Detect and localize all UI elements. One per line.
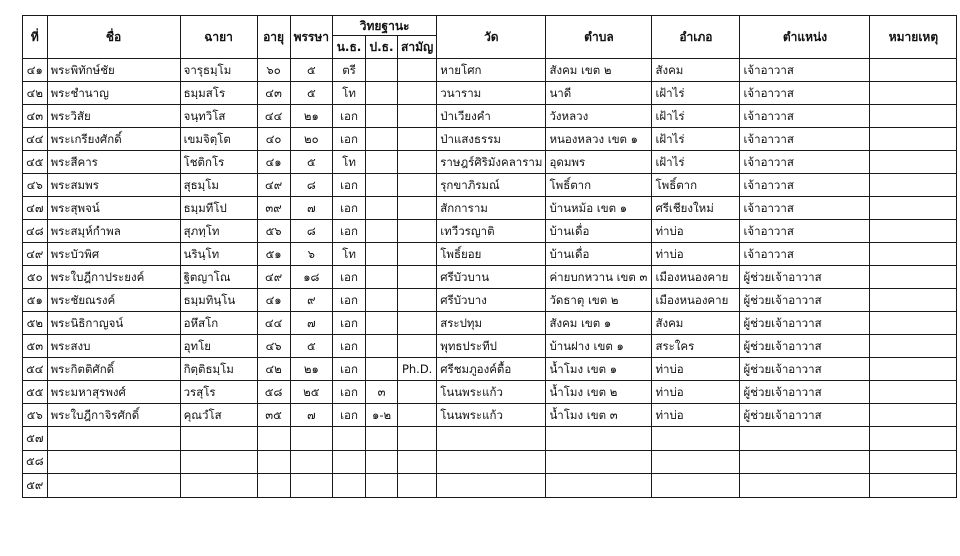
cell-district <box>652 474 740 498</box>
cell-temple: เทวีวรญาติ <box>437 220 546 243</box>
monk-registry-sheet <box>22 15 957 498</box>
cell-position: ผู้ช่วยเจ้าอาวาส <box>740 404 870 427</box>
header-district: อำเภอ <box>652 16 740 59</box>
table-row <box>23 358 957 381</box>
cell-age: ๔๓ <box>257 82 290 105</box>
cell-remark <box>870 427 957 451</box>
cell-district: สังคม <box>652 59 740 82</box>
cell-subdistrict: บ้านเดื่อ <box>546 220 652 243</box>
cell-subdistrict: บ้านฝาง เขต ๑ <box>546 335 652 358</box>
cell-pt <box>366 289 398 312</box>
cell-subdistrict: น้ำโมง เขต ๒ <box>546 381 652 404</box>
cell-vassa: ๕ <box>290 151 332 174</box>
cell-position <box>740 427 870 451</box>
cell-secular <box>398 427 437 451</box>
cell-no: ๕๖ <box>23 404 48 427</box>
cell-name: พระบัวพิศ <box>47 243 180 266</box>
cell-name: พระสุพจน์ <box>47 197 180 220</box>
cell-name: พระเกรียงศักดิ์ <box>47 128 180 151</box>
cell-alias: คุณวํโส <box>180 404 257 427</box>
cell-temple: ราษฎร์ศิริมังคลาราม <box>437 151 546 174</box>
cell-position: เจ้าอาวาส <box>740 220 870 243</box>
cell-subdistrict: บ้านเดื่อ <box>546 243 652 266</box>
cell-temple: ป่าเวียงคำ <box>437 105 546 128</box>
table-row <box>23 128 957 151</box>
cell-subdistrict: น้ำโมง เขต ๓ <box>546 404 652 427</box>
cell-alias: ธมฺมทีโป <box>180 197 257 220</box>
cell-no: ๕๙ <box>23 474 48 498</box>
cell-alias: วรสุโร <box>180 381 257 404</box>
cell-nt <box>333 427 366 451</box>
cell-district: เมืองหนองคาย <box>652 289 740 312</box>
cell-vassa <box>290 450 332 474</box>
cell-temple: ศรีบัวบาง <box>437 289 546 312</box>
cell-district: ท่าบ่อ <box>652 220 740 243</box>
cell-nt: เอก <box>333 266 366 289</box>
cell-nt: เอก <box>333 197 366 220</box>
cell-secular <box>398 59 437 82</box>
cell-district: เมืองหนองคาย <box>652 266 740 289</box>
cell-district: สระใคร <box>652 335 740 358</box>
cell-no: ๔๗ <box>23 197 48 220</box>
cell-secular <box>398 289 437 312</box>
cell-nt: เอก <box>333 128 366 151</box>
cell-age <box>257 450 290 474</box>
cell-name: พระสงบ <box>47 335 180 358</box>
cell-no: ๕๓ <box>23 335 48 358</box>
header-vassa: พรรษา <box>290 16 332 59</box>
table-row-empty <box>23 427 957 451</box>
cell-nt: เอก <box>333 358 366 381</box>
cell-position: เจ้าอาวาส <box>740 59 870 82</box>
cell-vassa: ๘ <box>290 220 332 243</box>
cell-alias: จารุธมฺโม <box>180 59 257 82</box>
cell-subdistrict <box>546 450 652 474</box>
cell-subdistrict: วัดธาตุ เขต ๒ <box>546 289 652 312</box>
cell-alias: ฐิตญาโณ <box>180 266 257 289</box>
cell-vassa: ๗ <box>290 404 332 427</box>
cell-secular <box>398 474 437 498</box>
cell-age: ๕๘ <box>257 381 290 404</box>
cell-temple <box>437 427 546 451</box>
cell-alias: อุทโย <box>180 335 257 358</box>
cell-vassa: ๘ <box>290 174 332 197</box>
cell-alias: นรินฺโท <box>180 243 257 266</box>
cell-age: ๔๙ <box>257 266 290 289</box>
cell-age: ๔๙ <box>257 174 290 197</box>
cell-remark <box>870 82 957 105</box>
cell-pt <box>366 266 398 289</box>
cell-temple: พุทธประทีป <box>437 335 546 358</box>
cell-secular <box>398 174 437 197</box>
cell-alias: สุธมฺโม <box>180 174 257 197</box>
cell-nt <box>333 450 366 474</box>
header-pt: ป.ธ. <box>366 36 398 59</box>
table-row <box>23 105 957 128</box>
cell-remark <box>870 381 957 404</box>
cell-vassa: ๑๘ <box>290 266 332 289</box>
cell-district: เฝ้าไร่ <box>652 82 740 105</box>
cell-alias: ธมฺมทินฺโน <box>180 289 257 312</box>
cell-pt <box>366 82 398 105</box>
header-name: ชื่อ <box>47 16 180 59</box>
table-row <box>23 59 957 82</box>
cell-pt: ๑-๒ <box>366 404 398 427</box>
cell-no: ๕๕ <box>23 381 48 404</box>
cell-pt <box>366 474 398 498</box>
header-academic: วิทยฐานะ <box>333 16 437 36</box>
cell-pt <box>366 220 398 243</box>
cell-pt <box>366 174 398 197</box>
cell-subdistrict <box>546 474 652 498</box>
cell-no: ๕๑ <box>23 289 48 312</box>
cell-age: ๔๑ <box>257 289 290 312</box>
cell-nt: เอก <box>333 105 366 128</box>
cell-pt <box>366 151 398 174</box>
cell-subdistrict: โพธิ์ตาก <box>546 174 652 197</box>
cell-remark <box>870 266 957 289</box>
cell-district: ท่าบ่อ <box>652 404 740 427</box>
cell-subdistrict: น้ำโมง เขต ๑ <box>546 358 652 381</box>
cell-temple: โนนพระแก้ว <box>437 404 546 427</box>
cell-position: เจ้าอาวาส <box>740 197 870 220</box>
cell-vassa: ๒๑ <box>290 358 332 381</box>
table-row <box>23 174 957 197</box>
cell-name: พระนิธิกาญจน์ <box>47 312 180 335</box>
cell-secular <box>398 266 437 289</box>
cell-age: ๓๙ <box>257 197 290 220</box>
cell-remark <box>870 105 957 128</box>
cell-secular <box>398 82 437 105</box>
cell-age: ๔๒ <box>257 358 290 381</box>
cell-subdistrict: สังคม เขต ๑ <box>546 312 652 335</box>
cell-remark <box>870 243 957 266</box>
cell-remark <box>870 358 957 381</box>
cell-name <box>47 427 180 451</box>
cell-nt: เอก <box>333 289 366 312</box>
cell-temple: รุกขาภิรมณ์ <box>437 174 546 197</box>
cell-name: พระกิตติศักดิ์ <box>47 358 180 381</box>
cell-nt: เอก <box>333 220 366 243</box>
cell-temple <box>437 474 546 498</box>
cell-pt <box>366 128 398 151</box>
cell-district: ท่าบ่อ <box>652 243 740 266</box>
cell-temple <box>437 450 546 474</box>
cell-secular <box>398 312 437 335</box>
cell-name <box>47 450 180 474</box>
cell-temple: โพธิ์ยอย <box>437 243 546 266</box>
cell-secular <box>398 151 437 174</box>
table-row <box>23 151 957 174</box>
cell-alias: กิตฺติธมฺโม <box>180 358 257 381</box>
cell-nt: เอก <box>333 381 366 404</box>
cell-name: พระสีคาร <box>47 151 180 174</box>
cell-nt: เอก <box>333 174 366 197</box>
cell-vassa: ๙ <box>290 289 332 312</box>
cell-secular: Ph.D. <box>398 358 437 381</box>
cell-pt <box>366 335 398 358</box>
cell-no: ๕๘ <box>23 450 48 474</box>
cell-no: ๕๗ <box>23 427 48 451</box>
cell-no: ๕๔ <box>23 358 48 381</box>
cell-remark <box>870 404 957 427</box>
cell-pt <box>366 312 398 335</box>
cell-temple: หายโศก <box>437 59 546 82</box>
cell-position: เจ้าอาวาส <box>740 105 870 128</box>
cell-secular <box>398 335 437 358</box>
cell-temple: สักการาม <box>437 197 546 220</box>
cell-name: พระชัยณรงค์ <box>47 289 180 312</box>
cell-subdistrict: สังคม เขต ๒ <box>546 59 652 82</box>
cell-no: ๔๒ <box>23 82 48 105</box>
cell-remark <box>870 312 957 335</box>
cell-nt: เอก <box>333 404 366 427</box>
cell-nt: เอก <box>333 335 366 358</box>
cell-name: พระใบฎีกาประยงค์ <box>47 266 180 289</box>
cell-district: ท่าบ่อ <box>652 358 740 381</box>
cell-vassa <box>290 427 332 451</box>
cell-no: ๔๖ <box>23 174 48 197</box>
cell-vassa: ๒๕ <box>290 381 332 404</box>
cell-vassa: ๗ <box>290 197 332 220</box>
cell-secular <box>398 105 437 128</box>
table-row <box>23 289 957 312</box>
cell-vassa: ๒๐ <box>290 128 332 151</box>
table-header <box>23 16 957 59</box>
cell-subdistrict: นาดี <box>546 82 652 105</box>
cell-secular <box>398 243 437 266</box>
cell-vassa: ๗ <box>290 312 332 335</box>
table-row <box>23 335 957 358</box>
table-row <box>23 220 957 243</box>
header-nt: น.ธ. <box>333 36 366 59</box>
cell-nt: ตรี <box>333 59 366 82</box>
cell-remark <box>870 59 957 82</box>
cell-vassa: ๖ <box>290 243 332 266</box>
cell-position <box>740 450 870 474</box>
cell-remark <box>870 289 957 312</box>
cell-pt <box>366 450 398 474</box>
cell-position: ผู้ช่วยเจ้าอาวาส <box>740 312 870 335</box>
cell-alias: ธมฺมสโร <box>180 82 257 105</box>
cell-no: ๔๕ <box>23 151 48 174</box>
table-row <box>23 243 957 266</box>
cell-district: ศรีเชียงใหม่ <box>652 197 740 220</box>
cell-remark <box>870 151 957 174</box>
cell-age: ๔๔ <box>257 105 290 128</box>
cell-temple: ศรีชมภูองค์ตื้อ <box>437 358 546 381</box>
cell-district: เฝ้าไร่ <box>652 151 740 174</box>
table-row <box>23 82 957 105</box>
cell-subdistrict: บ้านหม้อ เขต ๑ <box>546 197 652 220</box>
cell-temple: สระปทุม <box>437 312 546 335</box>
header-position: ตำแหน่ง <box>740 16 870 59</box>
cell-alias: อหึสโก <box>180 312 257 335</box>
cell-temple: วนาราม <box>437 82 546 105</box>
cell-vassa: ๒๑ <box>290 105 332 128</box>
cell-name: พระใบฎีกาจิรศักดิ์ <box>47 404 180 427</box>
monk-registry-table <box>22 15 957 498</box>
cell-name: พระวิสัย <box>47 105 180 128</box>
cell-alias <box>180 450 257 474</box>
cell-nt: เอก <box>333 312 366 335</box>
header-remark: หมายเหตุ <box>870 16 957 59</box>
cell-vassa: ๕ <box>290 82 332 105</box>
cell-age <box>257 474 290 498</box>
cell-remark <box>870 474 957 498</box>
header-no: ที่ <box>23 16 48 59</box>
cell-age: ๔๐ <box>257 128 290 151</box>
cell-district: เฝ้าไร่ <box>652 128 740 151</box>
cell-pt <box>366 358 398 381</box>
cell-name: พระสมพร <box>47 174 180 197</box>
cell-nt: โท <box>333 151 366 174</box>
cell-nt: โท <box>333 82 366 105</box>
cell-alias: โชติกโร <box>180 151 257 174</box>
table-body <box>23 59 957 498</box>
cell-age: ๔๖ <box>257 335 290 358</box>
table-row <box>23 197 957 220</box>
cell-subdistrict: ค่ายบกหวาน เขต ๓ <box>546 266 652 289</box>
cell-pt <box>366 427 398 451</box>
cell-temple: โนนพระแก้ว <box>437 381 546 404</box>
cell-district <box>652 427 740 451</box>
cell-no: ๕๐ <box>23 266 48 289</box>
cell-name: พระมหาสุรพงศ์ <box>47 381 180 404</box>
cell-name: พระสมุห์กำพล <box>47 220 180 243</box>
cell-position: เจ้าอาวาส <box>740 128 870 151</box>
cell-district <box>652 450 740 474</box>
cell-pt <box>366 105 398 128</box>
cell-district: เฝ้าไร่ <box>652 105 740 128</box>
cell-no: ๔๘ <box>23 220 48 243</box>
cell-pt <box>366 197 398 220</box>
table-row <box>23 266 957 289</box>
cell-pt <box>366 59 398 82</box>
cell-subdistrict: อุดมพร <box>546 151 652 174</box>
cell-nt: โท <box>333 243 366 266</box>
cell-secular <box>398 404 437 427</box>
table-row <box>23 381 957 404</box>
cell-secular <box>398 128 437 151</box>
cell-temple: ศรีบัวบาน <box>437 266 546 289</box>
header-secular: สามัญ <box>398 36 437 59</box>
cell-alias <box>180 474 257 498</box>
cell-name: พระชำนาญ <box>47 82 180 105</box>
cell-secular <box>398 450 437 474</box>
cell-vassa <box>290 474 332 498</box>
cell-alias: สุภทฺโท <box>180 220 257 243</box>
header-subdistrict: ตำบล <box>546 16 652 59</box>
cell-position: เจ้าอาวาส <box>740 82 870 105</box>
cell-position: ผู้ช่วยเจ้าอาวาส <box>740 381 870 404</box>
cell-age: ๔๑ <box>257 151 290 174</box>
cell-remark <box>870 450 957 474</box>
cell-district: สังคม <box>652 312 740 335</box>
cell-name: พระพิทักษ์ชัย <box>47 59 180 82</box>
cell-position: ผู้ช่วยเจ้าอาวาส <box>740 358 870 381</box>
table-row-empty <box>23 474 957 498</box>
cell-subdistrict: หนองหลวง เขต ๑ <box>546 128 652 151</box>
cell-subdistrict: วังหลวง <box>546 105 652 128</box>
cell-no: ๔๔ <box>23 128 48 151</box>
header-temple: วัด <box>437 16 546 59</box>
cell-secular <box>398 197 437 220</box>
cell-remark <box>870 220 957 243</box>
cell-age: ๔๔ <box>257 312 290 335</box>
cell-age: ๕๑ <box>257 243 290 266</box>
cell-position: เจ้าอาวาส <box>740 174 870 197</box>
cell-alias <box>180 427 257 451</box>
cell-pt: ๓ <box>366 381 398 404</box>
cell-subdistrict <box>546 427 652 451</box>
cell-position <box>740 474 870 498</box>
cell-position: ผู้ช่วยเจ้าอาวาส <box>740 266 870 289</box>
cell-district: ท่าบ่อ <box>652 381 740 404</box>
cell-district: โพธิ์ตาก <box>652 174 740 197</box>
header-alias: ฉายา <box>180 16 257 59</box>
table-row <box>23 312 957 335</box>
cell-no: ๔๑ <box>23 59 48 82</box>
cell-secular <box>398 381 437 404</box>
cell-vassa: ๕ <box>290 335 332 358</box>
cell-position: ผู้ช่วยเจ้าอาวาส <box>740 335 870 358</box>
cell-alias: เขมจิตฺโต <box>180 128 257 151</box>
cell-position: เจ้าอาวาส <box>740 151 870 174</box>
cell-position: เจ้าอาวาส <box>740 243 870 266</box>
cell-pt <box>366 243 398 266</box>
cell-secular <box>398 220 437 243</box>
header-age: อายุ <box>257 16 290 59</box>
cell-remark <box>870 197 957 220</box>
cell-age: ๖๐ <box>257 59 290 82</box>
cell-position: ผู้ช่วยเจ้าอาวาส <box>740 289 870 312</box>
cell-no: ๔๙ <box>23 243 48 266</box>
cell-age: ๓๕ <box>257 404 290 427</box>
cell-remark <box>870 174 957 197</box>
cell-age <box>257 427 290 451</box>
table-row-empty <box>23 450 957 474</box>
cell-name <box>47 474 180 498</box>
cell-age: ๕๖ <box>257 220 290 243</box>
table-row <box>23 404 957 427</box>
cell-remark <box>870 335 957 358</box>
cell-vassa: ๕ <box>290 59 332 82</box>
cell-no: ๕๒ <box>23 312 48 335</box>
cell-nt <box>333 474 366 498</box>
cell-no: ๔๓ <box>23 105 48 128</box>
cell-temple: ป่าแสงธรรม <box>437 128 546 151</box>
cell-remark <box>870 128 957 151</box>
cell-alias: จนฺทวิโส <box>180 105 257 128</box>
